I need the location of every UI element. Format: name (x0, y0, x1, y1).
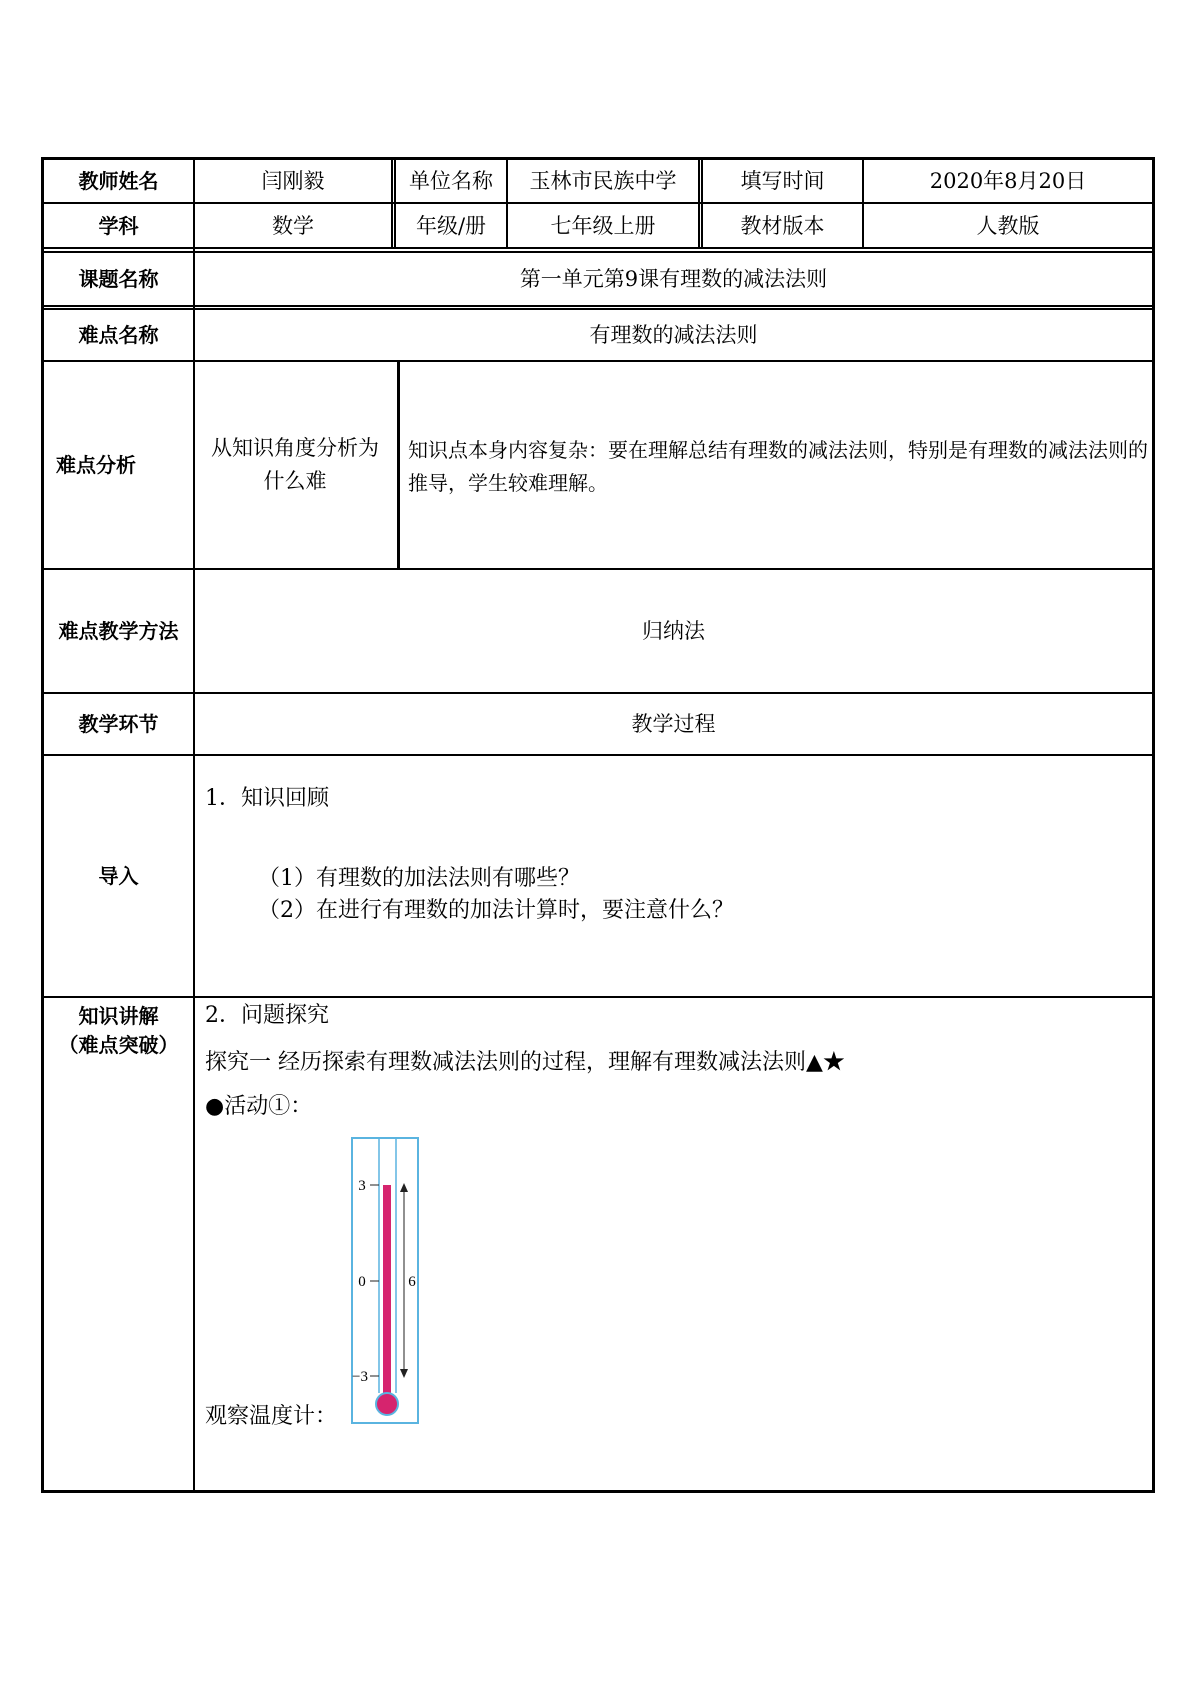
teaching-method-value: 归纳法 (642, 619, 705, 643)
intro-heading: 1．知识回顾 (205, 786, 329, 811)
teaching-method-label: 难点教学方法 (58, 619, 179, 643)
unit-name-label: 单位名称 (409, 169, 493, 193)
explore-one-text: 探究一 经历探索有理数减法法则的过程，理解有理数减法法则▲★ (205, 1050, 845, 1075)
explain-heading: 2．问题探究 (205, 1003, 329, 1028)
unit-name-value: 玉林市民族中学 (529, 169, 677, 193)
difficulty-name-value: 有理数的减法法则 (589, 323, 758, 347)
thermometer-bulb (376, 1393, 398, 1415)
textbook-version-value: 人教版 (976, 213, 1040, 238)
intro-question-2: （2）在进行有理数的加法计算时，要注意什么？ (258, 898, 734, 923)
tick-label-0: 0 (358, 1274, 366, 1290)
fill-date-label: 填写时间 (740, 169, 825, 193)
explain-label-line1: 知识讲解 (78, 1004, 159, 1028)
lesson-title-label: 课题名称 (78, 267, 159, 291)
difficulty-name-label: 难点名称 (78, 323, 159, 347)
teacher-name-value: 闫刚毅 (261, 169, 325, 193)
tick-label-3: 3 (358, 1178, 366, 1194)
span-label-6: 6 (408, 1274, 416, 1290)
fill-date-value: 2020年8月20日 (929, 169, 1087, 193)
grade-value: 七年级上册 (550, 213, 656, 238)
observe-thermometer-text: 观察温度计： (205, 1404, 338, 1429)
teaching-stage-label: 教学环节 (78, 712, 159, 736)
tick-label-minus-3: −3 (352, 1369, 368, 1385)
thermometer-liquid (383, 1185, 391, 1400)
subject-value: 数学 (272, 213, 314, 238)
difficulty-analysis-text: 知识点本身内容复杂：要在理解总结有理数的减法法则，特别是有理数的减法法则的推导，学生较难理解。 (408, 438, 1148, 495)
explain-label-line2: （难点突破） (58, 1033, 179, 1057)
analysis-perspective-label: 从知识角度分析为什么难 (211, 436, 379, 493)
difficulty-analysis-label: 难点分析 (56, 453, 136, 477)
teacher-name-label: 教师姓名 (78, 169, 159, 193)
teaching-process-label: 教学过程 (631, 712, 716, 736)
intro-question-1: （1）有理数的加法法则有哪些？ (258, 866, 580, 891)
textbook-version-label: 教材版本 (740, 213, 825, 238)
thermometer-figure (340, 1128, 430, 1428)
activity-one-label: ●活动①： (205, 1094, 313, 1119)
lesson-title-value: 第一单元第9课有理数的减法法则 (519, 267, 828, 291)
grade-label: 年级/册 (415, 213, 487, 238)
subject-label: 学科 (98, 213, 139, 238)
intro-label: 导入 (98, 864, 139, 888)
